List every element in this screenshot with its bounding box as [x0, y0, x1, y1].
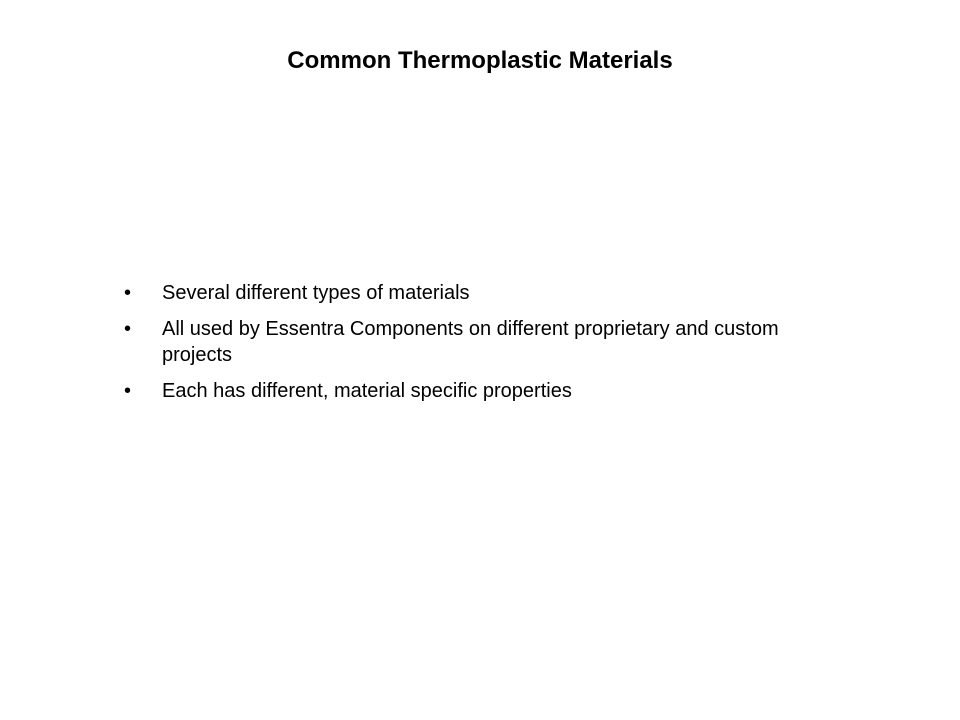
bullet-marker: •: [124, 318, 132, 340]
bullet-item: [118, 280, 838, 306]
bullet-marker: •: [124, 282, 132, 304]
bullet-list: [118, 280, 838, 404]
bullet-text: Each has different, material specific properties: [162, 380, 572, 402]
bullet-item: [118, 316, 838, 368]
bullet-marker: •: [124, 380, 132, 402]
slide-title: Common Thermoplastic Materials: [287, 47, 673, 74]
bullet-text: Several different types of materials: [162, 282, 470, 304]
bullet-item: [118, 378, 838, 404]
bullet-text: All used by Essentra Components on different proprietary and custom projects: [162, 318, 779, 366]
